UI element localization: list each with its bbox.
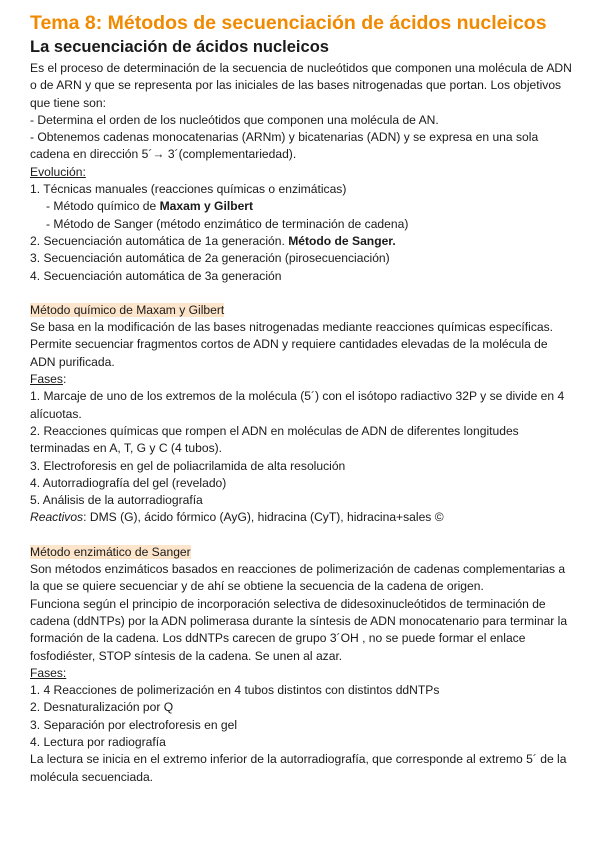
sanger-phase: 2. Desnaturalización por Q: [30, 700, 174, 715]
evolution-subitem: - Método de Sanger (método enzimático de terminación de cadena): [46, 216, 409, 231]
evolution-subitem-text: - Método químico de: [46, 199, 160, 214]
maxam-phase: 5. Análisis de la autorradiografía: [30, 493, 203, 508]
sanger-description: Funciona según el principio de incorporación selectiva de didesoxinucleótidos de terminación de cadena (ddNTPs) por la ADN polimerasa durante la síntesis de ADN monocatenario para terminar la formación de la cadena. Los ddNTPs carecen de grupo 3´OH , no se puede formar el enlace fosfodiéster, STOP síntesis de la cadena. Se unen al azar.: [30, 596, 568, 663]
page-title: Tema 8: Métodos de secuenciación de ácidos nucleicos: [30, 12, 547, 34]
sanger-phase: 3. Separación por electroforesis en gel: [30, 717, 238, 732]
evolution-subitem: [30, 198, 574, 215]
reagents-label: Reactivos: [30, 510, 84, 525]
evolution-item: 1. Técnicas manuales (reacciones químicas o enzimáticas): [30, 182, 347, 197]
sanger-bold: Método de Sanger.: [288, 233, 396, 248]
evolution-item: 3. Secuenciación automática de 2a generación (pirosecuenciación): [30, 251, 390, 266]
maxam-description: Se basa en la modificación de las bases nitrogenadas mediante reacciones químicas específicas. Permite secuenciar fragmentos cortos de ADN y requiere cantidades elevadas de la molécula de ADN purificada.: [30, 320, 554, 369]
sanger-phase: 1. 4 Reacciones de polimerización en 4 tubos distintos con distintos ddNTPs: [30, 683, 440, 698]
reagents-text: : DMS (G), ácido fórmico (AyG), hidracina (CyT), hidracina+sales ©: [83, 510, 444, 525]
sanger-phases-heading: Fases:: [30, 665, 67, 680]
maxam-phases-label: Fases: [30, 372, 63, 387]
evolution-item-text: 2. Secuenciación automática de 1a generación.: [30, 233, 289, 248]
sanger-heading-line: [30, 544, 574, 561]
maxam-gilbert-bold: Maxam y Gilbert: [159, 199, 254, 214]
intro-paragraph: Es el proceso de determinación de la secuencia de nucleótidos que componen una molécula de ADN o de ARN y que se representa por las iniciales de las bases nitrogenadas que portan. Los objetivos que tiene son:: [30, 61, 572, 110]
sanger-phase: 4. Lectura por radiografía: [30, 734, 166, 749]
maxam-reagents: [30, 509, 574, 526]
sanger-description: Son métodos enzimáticos basados en reacciones de polimerización de cadenas complementarias a la que se quiere secuenciar y de ahí se obtiene la secuencia de la cadena de origen.: [30, 562, 566, 594]
maxam-phases-colon: :: [62, 372, 67, 387]
section-title: La secuenciación de ácidos nucleicos: [30, 38, 329, 56]
maxam-heading-line: [30, 302, 574, 319]
sanger-heading: Método enzimático de Sanger: [30, 544, 191, 559]
maxam-phases-heading: [30, 371, 574, 388]
maxam-phase: 4. Autorradiografía del gel (revelado): [30, 475, 227, 490]
objective-item: - Obtenemos cadenas monocatenarias (ARNm) y bicatenarias (ADN) y se expresa en una sola cadena en dirección 5´→ 3´(complementariedad).: [30, 130, 539, 162]
maxam-phase: 3. Electroforesis en gel de poliacrilamida de alta resolución: [30, 458, 346, 473]
maxam-heading: Método químico de Maxam y Gilbert: [30, 302, 225, 317]
evolution-item: 4. Secuenciación automática de 3a generación: [30, 268, 282, 283]
evolution-item: [30, 233, 574, 250]
sanger-conclusion: La lectura se inicia en el extremo inferior de la autorradiografía, que corresponde al extremo 5´ de la molécula secuenciada.: [30, 752, 567, 784]
objective-item: - Determina el orden de los nucleótidos que componen una molécula de AN.: [30, 112, 439, 127]
maxam-phase: 2. Reacciones químicas que rompen el ADN en moléculas de ADN de diferentes longitudes terminadas en A, T, G y C (4 tubos).: [30, 423, 519, 456]
evolution-heading: Evolución:: [30, 164, 86, 179]
maxam-phase: 1. Marcaje de uno de los extremos de la molécula (5´) con el isótopo radiactivo 32P y se divide en 4 alícuotas.: [30, 389, 565, 421]
